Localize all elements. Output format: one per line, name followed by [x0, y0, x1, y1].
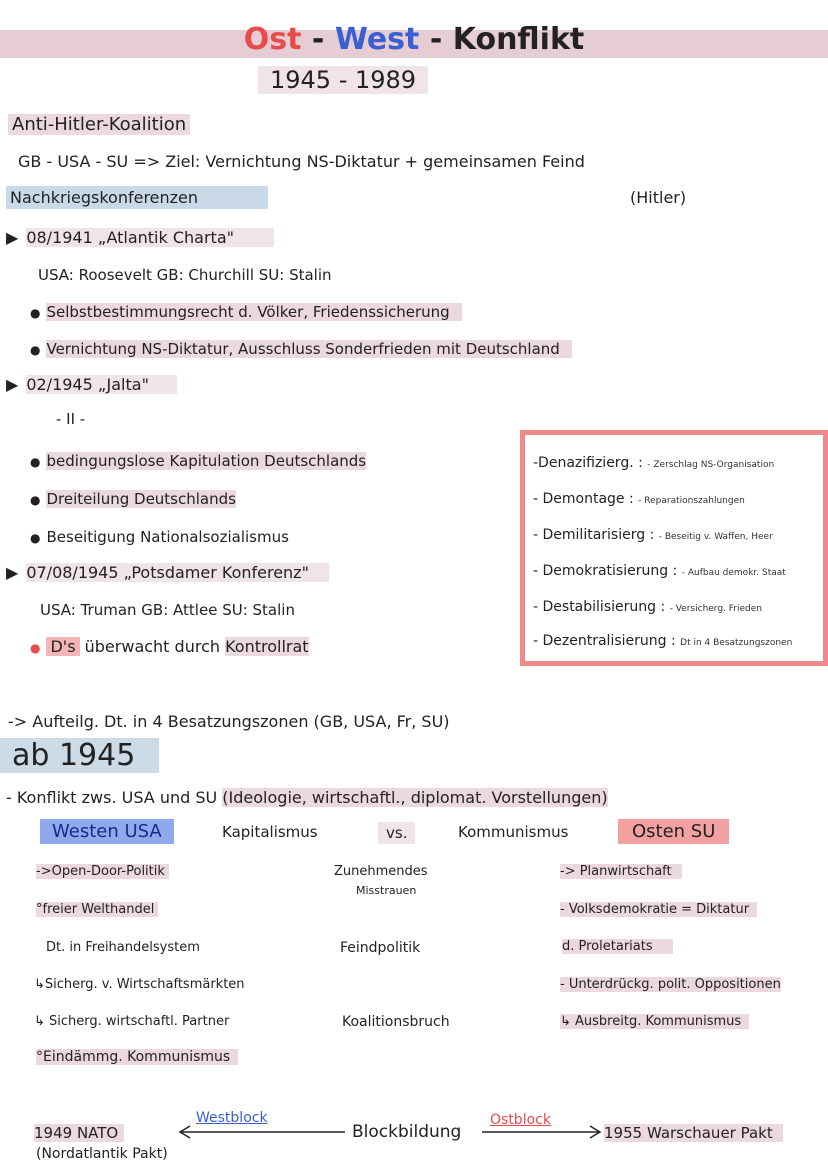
bullet-dot-icon: ● [30, 493, 41, 507]
anti-hitler-heading: Anti-Hitler-Koalition [8, 114, 190, 135]
jalta-title-text: 02/1945 „Jalta" [26, 375, 177, 394]
middle-point: Zunehmendes [334, 864, 428, 879]
ostblock-label: Ostblock [490, 1112, 551, 1128]
box-term: -Denazifizierg. : [533, 455, 648, 471]
title-konflikt: Konflikt [452, 22, 585, 57]
ost-point-text: - Unterdrückg. polit. Oppositionen [560, 977, 781, 992]
ost-point-text: -> Planwirtschaft [560, 864, 682, 879]
westblock-label: Westblock [196, 1110, 268, 1126]
anti-hitler-members: GB - USA - SU => Ziel: Vernichtung NS-Diktatur + gemeinsamen Feind [18, 152, 585, 171]
west-point: Dt. in Freihandelsystem [46, 940, 200, 955]
bullet-dot-icon: ● [30, 531, 41, 545]
west-point: °Eindämmg. Kommunismus [36, 1049, 238, 1065]
middle-point: Misstrauen [356, 884, 417, 897]
konflikt-reasons: (Ideologie, wirtschaftl., diplomat. Vorstellungen) [222, 788, 608, 807]
jalta-point-text: bedingungslose Kapitulation Deutschlands [46, 452, 367, 470]
box-detail: - Aufbau demokr. Staat [681, 568, 786, 578]
jalta-point-text: Beseitigung Nationalsozialismus [46, 528, 289, 546]
konferenzen-heading: Nachkriegskonferenzen [6, 186, 268, 209]
konflikt-text: - Konflikt zws. USA und SU [6, 788, 223, 807]
aufteilung-line: -> Aufteilg. Dt. in 4 Besatzungszonen (GB, USA, Fr, SU) [8, 712, 450, 731]
ab1945-heading: ab 1945 [0, 738, 159, 773]
bullet-dot-icon: ● [30, 455, 41, 469]
atlantik-point-text: Selbstbestimmungsrecht d. Völker, Friedenssicherung [46, 303, 461, 321]
middle-point: Feindpolitik [340, 940, 421, 956]
west-point: ->Open-Door-Politik [36, 864, 169, 879]
potsdam-point-mid: überwacht durch [79, 637, 226, 656]
potsdam-point-end: Kontrollrat [225, 637, 309, 656]
atlantik-leaders: USA: Roosevelt GB: Churchill SU: Stalin [38, 266, 332, 284]
title-ost: Ost [243, 22, 302, 57]
box-term: - Demokratisierung : [533, 563, 682, 579]
box-detail: - Zerschlag NS-Organisation [647, 460, 775, 470]
jalta-point-text: Dreiteilung Deutschlands [46, 490, 236, 508]
box-term: - Dezentralisierung : [533, 633, 681, 649]
box-term: - Destabilisierung : [533, 599, 670, 615]
west-point: °freier Welthandel [36, 902, 158, 917]
middle-point: Koalitionsbruch [342, 1014, 450, 1030]
atlantik-title-text: 08/1941 „Atlantik Charta" [26, 228, 274, 247]
ost-point-text: ↳ Ausbreitg. Kommunismus [560, 1014, 749, 1029]
blockbildung-label: Blockbildung [352, 1122, 462, 1142]
kapitalismus-label: Kapitalismus [222, 823, 318, 841]
box-detail: - Reparationszahlungen [638, 496, 745, 506]
kommunismus-label: Kommunismus [458, 823, 569, 841]
box-detail: - Versicherg. Frieden [669, 604, 762, 614]
box-detail: - Beseitig v. Waffen, Heer [658, 532, 773, 542]
box-term: - Demontage : [533, 491, 639, 507]
jalta-ditto: - II - [56, 410, 86, 428]
west-badge: Westen USA [40, 819, 174, 844]
triangle-bullet-icon: ▶ [6, 375, 19, 394]
box-detail: Dt in 4 Besatzungszonen [680, 638, 793, 648]
atlantik-point-text: Vernichtung NS-Diktatur, Ausschluss Sonderfrieden mit Deutschland [46, 340, 571, 358]
triangle-bullet-icon: ▶ [6, 228, 19, 247]
ost-badge: Osten SU [618, 819, 729, 844]
title-dash: - [301, 22, 335, 57]
title-dash: - [419, 22, 453, 57]
potsdam-point-d: D's [46, 637, 79, 656]
box-term: - Demilitarisierg : [533, 527, 659, 543]
bullet-dot-icon: ● [30, 306, 41, 320]
bullet-dot-icon: ● [30, 641, 41, 655]
bullet-dot-icon: ● [30, 343, 41, 357]
ost-point: d. Proletariats [562, 939, 673, 954]
warschauer-pakt-label: 1955 Warschauer Pakt [604, 1124, 783, 1142]
vs-label: vs. [378, 822, 415, 844]
ost-point-text: - Volksdemokratie = Diktatur [560, 902, 757, 917]
title-west: West [334, 22, 420, 57]
west-point: ↳ Sicherg. wirtschaftl. Partner [34, 1014, 230, 1029]
potsdam-leaders: USA: Truman GB: Attlee SU: Stalin [40, 601, 295, 619]
title-years: 1945 - 1989 [258, 66, 428, 94]
potsdam-title-text: 07/08/1945 „Potsdamer Konferenz" [26, 563, 329, 582]
nato-label: 1949 NATO [34, 1124, 124, 1142]
triangle-bullet-icon: ▶ [6, 563, 19, 582]
nato-sub-label: (Nordatlantik Pakt) [36, 1146, 168, 1162]
anti-hitler-feind: (Hitler) [630, 188, 687, 207]
west-point: ↳Sicherg. v. Wirtschaftsmärkten [34, 977, 245, 992]
